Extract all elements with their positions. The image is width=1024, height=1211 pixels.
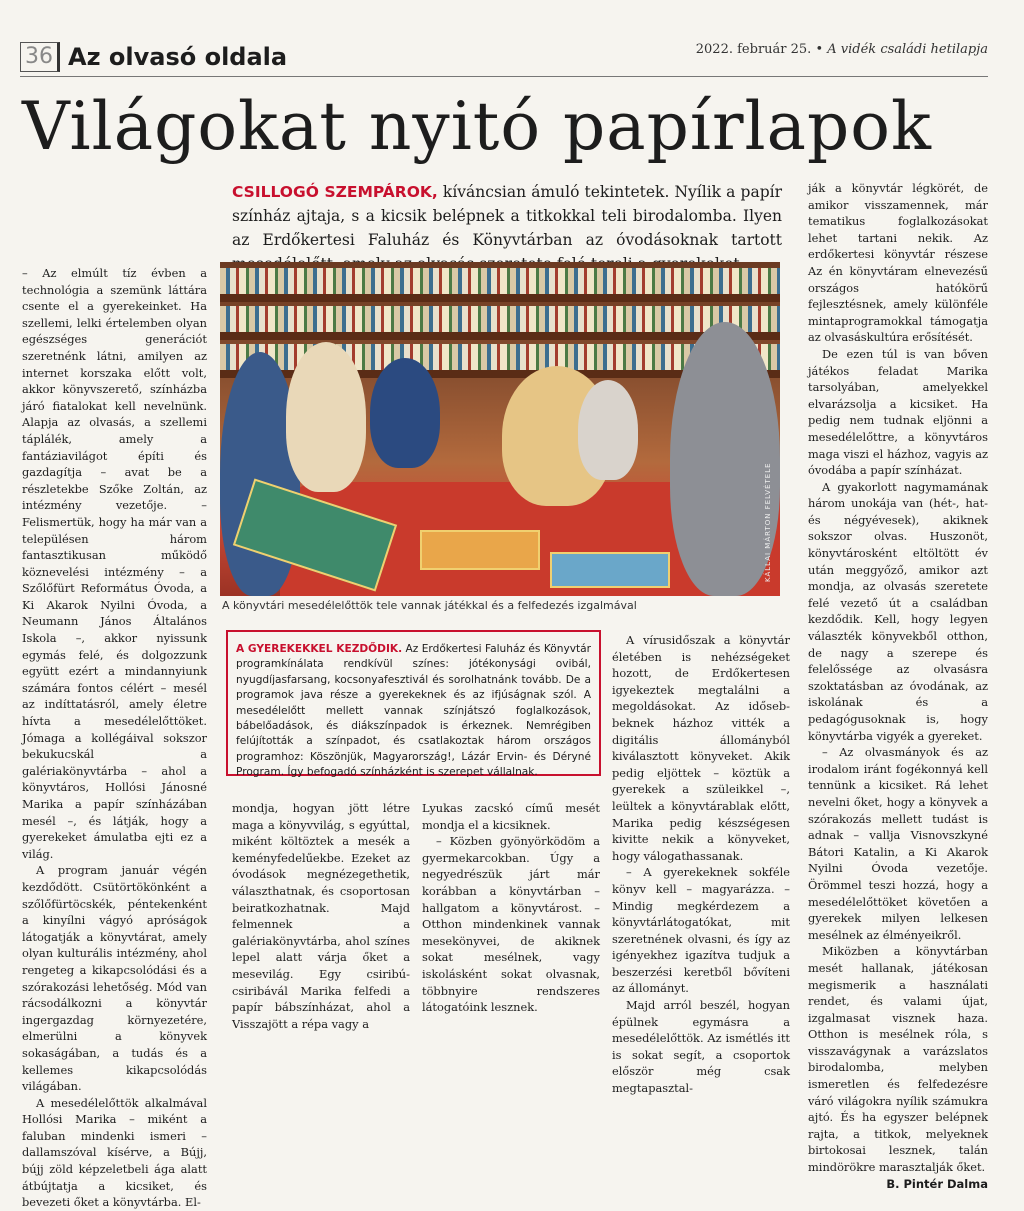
col5-paragraph: – Az olvasmányok és az irodalom iránt fogékonnyá kell tennünk a kicsiket. Rá lehet nevelni őket, hogy a könyvek a szórakozás mellett tudást is adnak – vallja Visnovszkyné Bátori Katalin, a Ki Akarok Nyilni Óvoda vezetője. Örömmel teszi hozzá, hogy a mesedélelőttöket követően a gyerekek milyen lelkesen mesélnek az élményeikről. xyxy=(808,745,988,942)
header-rule xyxy=(20,76,988,77)
box-kicker: A GYEREKEKKEL KEZDŐDIK. xyxy=(236,643,403,655)
page-header xyxy=(20,40,988,74)
col5-paragraph: ják a könyvtár légkörét, de amikor visszamennek, már tematikus foglalkozásokat lehet tartani nekik. Az erdőkertesi könyvtár részese Az én könyvtáram elnevezésű országos hatókörű fejlesztésnek, amely különféle mintaprogramokkal támogatja az olvasáskultúra erősítését. xyxy=(808,181,988,345)
col5-paragraph: A gyakorlott nagymamának három unokája van (hét-, hat- és négyévesek), akiknek sokszor olvas. Huszonöt, könyvtárosként eltöltött év után meggyőző, amikor azt mondja, az olvasás szeretete felé vezető út a családban kezdődik. Kell, hogy legyen választék könyvekből otthon, de nagy a szerepe és felelőssége az olvasásra szoktatásban az óvodának, az iskolának és a pedagógusoknak is, hogy könyvtárba vigyék a gyereket. xyxy=(808,479,988,743)
section-title: Az olvasó oldala xyxy=(68,43,288,71)
child-figure xyxy=(370,358,440,468)
col4-paragraph: Majd arról beszél, hogyan épülnek egymásra a mesedélelőttök. Az ismétlés itt is sokat segít, a csoportok először még csak megtapasztal- xyxy=(612,998,790,1096)
col1-paragraph: – Az elmúlt tíz évben a technológia a szemünk láttára csente el a gyerekeinket. Ha szellemi, lelki értelemben olyan egészséges generációt szeretnénk látni, amilyen az internet korszaka előtt volt, akkor könyvszerető, színházba járó fiatalokat kell nevelnünk. Alapja az olvasás, a szellemi táplálék, amely a fantáziavilágot építi és gazdagítja – avat be a részletekbe Szőke Zoltán, az intézmény vezetője. – Felismertük, hogy ha már van a településen három fantasztikusan működő köznevelési intézmény – a Szőlőfürt Református Óvoda, a Ki Akarok Nyilni Óvoda, a Neumann János Általános Iskola –, akkor nyissunk egymás felé, és dolgozzunk együtt ezért a mindannyiunk számára fontos célért – mesél az indíttatásról, amely életre hívta a mesedélelőttöket. Jómaga a kollégáival sokszor bekukucskál a galériakönyvtárba – ahol a könyvtáros, Hollósi Jánosné Marika a papír színházában mesél –, és látják, hogy a gyerekeket ámulatba ejti ez a világ. xyxy=(22,266,207,861)
col5-paragraph: Miközben a könyvtárban mesét hallanak, játékosan megismerik a használati rendet, és valami újat, izgalmasat visznek haza. Otthon is mesélnek róla, s visszavágynak a varázslatos birodalomba, melyben ismeretlen és felfedezésre váró világokra nyílik számukra ajtó. És ha egyszer belépnek rajta, a titkok, melyeknek birtokosai lesznek, talán mindörökre marasztalják őket. xyxy=(808,944,988,1175)
column-2 xyxy=(232,800,410,1031)
sidebar-box xyxy=(226,630,601,779)
photo-caption: A könyvtári mesedélelőttök tele vannak játékkal és a felfedezés izgalmával xyxy=(222,599,637,612)
box-text: Az Erdőkertesi Faluház és Könyvtár programkínálata rendkívül színes: jótékonysági ovibál, nyugdíjasfarsang, kocsonyafesztivál és sorolhatnánk tovább. De a programok java része a gyerekeknek és az ifjúságnak szól. A mesedélelőtt mellett vannak színjátszó foglalkozások, bábelőadások, és diákszínpadok is érkeznek. Nemrégiben felújították a színpadot, és csatlakoztak három országos programhoz: Köszönjük, Magyarország!, Lázár Ervin- és Déryné Program. Így befogadó színházként is szerepet vállalnak. xyxy=(236,643,591,779)
child-figure xyxy=(578,380,638,480)
byline: B. Pintér Dalma xyxy=(886,1176,988,1191)
photo-credit: KÁLLAI MÁRTON FELVÉTELE xyxy=(764,462,772,582)
col3-paragraph: – Közben gyönyörködöm a gyermekarcokban. Úgy a negyedrészük járt már korábban a könyvtárban – hallgatom a könyvtárost. – Otthon mindenkinek vannak mesekönyvei, de akiknek sokat mesélnek, vagy iskolásként sokat olvasnak, többnyire rendszeres látogatóink lesznek. xyxy=(422,834,600,1015)
col1-paragraph: A program január végén kezdődött. Csütörtökönként a szőlőfürtöcskék, péntekenként a kinyílni vágyó apróságok látogatják a könyvtárat, amely olyan kulturális intézmény, ahol rengeteg a kikapcsolódási és a szórakozási lehetőség. Mód van rácsodálkozni a könyvtár ingergazdag környezetére, elmerülni a könyvek sokaságában, a tudás és a kellemes kikapcsolódás világában. xyxy=(22,863,207,1094)
child-figure xyxy=(286,342,366,492)
col2-paragraph: mondja, hogyan jött létre maga a könyvvilág, s egyúttal, miként költöztek a mesék a keményfedelűekbe. Ezeket az óvodások megnézegethetik, választhatnak, és csoportosan beiratkozhatnak. Majd felmennek a galériakönyvtárba, ahol színes lepel alatt várja őket a mesevilág. Egy csiribú-csiribávál Marika felfedi a papír bábszínházat, ahol a Visszajött a répa vagy a xyxy=(232,801,410,1031)
col1-paragraph: A mesedélelőttök alkalmával Hollósi Marika – miként a faluban mindenki ismeri – dallamszóval kísérve, a Bújj, bújj zöld képzeletbeli ága alatt átbújtatja a kicsiket, és bevezeti őket a könyvtárba. El- xyxy=(22,1095,207,1210)
page-number: 36 xyxy=(20,42,60,72)
lead-text: kíváncsian ámuló tekintetek. Nyílik a papír színház ajtaja, s a kicsik belépnek a titkokkal teli birodalomba. Ilyen az Erdőkertesi Faluház és Könyvtárban az óvodásoknak tartott xyxy=(232,183,782,249)
headline: Világokat nyitó papírlapok xyxy=(22,88,932,165)
column-1 xyxy=(22,265,207,1210)
col3-paragraph: Lyukas zacskó című mesét mondja el a kicsiknek. xyxy=(422,801,600,832)
dateline xyxy=(696,40,988,60)
dateline-bullet: • xyxy=(815,42,824,57)
col4-paragraph: – A gyerekeknek sokféle könyv kell – magyarázza. – Mindig megkérdezem a könyvtárlátogatókat, mit szeretnének olvasni, és így az igényekhez igazítva tudjuk a beszerzési keretből bővíteni az állományt. xyxy=(612,865,790,996)
library-photo xyxy=(220,262,780,596)
column-3 xyxy=(422,800,600,1015)
bookshelf-row xyxy=(220,268,780,294)
column-4 xyxy=(612,632,790,1096)
col5-paragraph: De ezen túl is van bőven játékos feladat Marika tarsolyában, amelyekkel elvarázsolja a kicsiket. Ha pedig nem tudnak eljönni a mesedélelőttre, a könyvtáros maga viszi el házhoz, vagyis az óvodába a papír színházat. xyxy=(808,346,988,478)
bookshelf-row xyxy=(220,306,780,332)
shelf-board xyxy=(220,294,780,302)
lead-kicker: CSILLOGÓ SZEMPÁROK, xyxy=(232,183,438,201)
col4-paragraph: A vírusidőszak a könyvtár életében is nehézségeket hozott, de Erdőkertesen igyekeztek megtalálni a megoldásokat. Az idősebbeknek házhoz vitték a digitális állományból kiválasztott könyveket. Akik pedig eljöttek – köztük a gyerekek a szüleikkel –, leültek a könyvtárablak előtt, Marika pedig készségesen kivitte nekik a könyveket, hogy válogathassanak. xyxy=(612,633,790,863)
column-5 xyxy=(808,180,988,1191)
open-book xyxy=(550,552,670,588)
issue-date: 2022. február 25. xyxy=(695,42,812,57)
open-book xyxy=(420,530,540,570)
shelf-board xyxy=(220,332,780,340)
publication-name: A vidék családi hetilapja xyxy=(827,42,988,57)
